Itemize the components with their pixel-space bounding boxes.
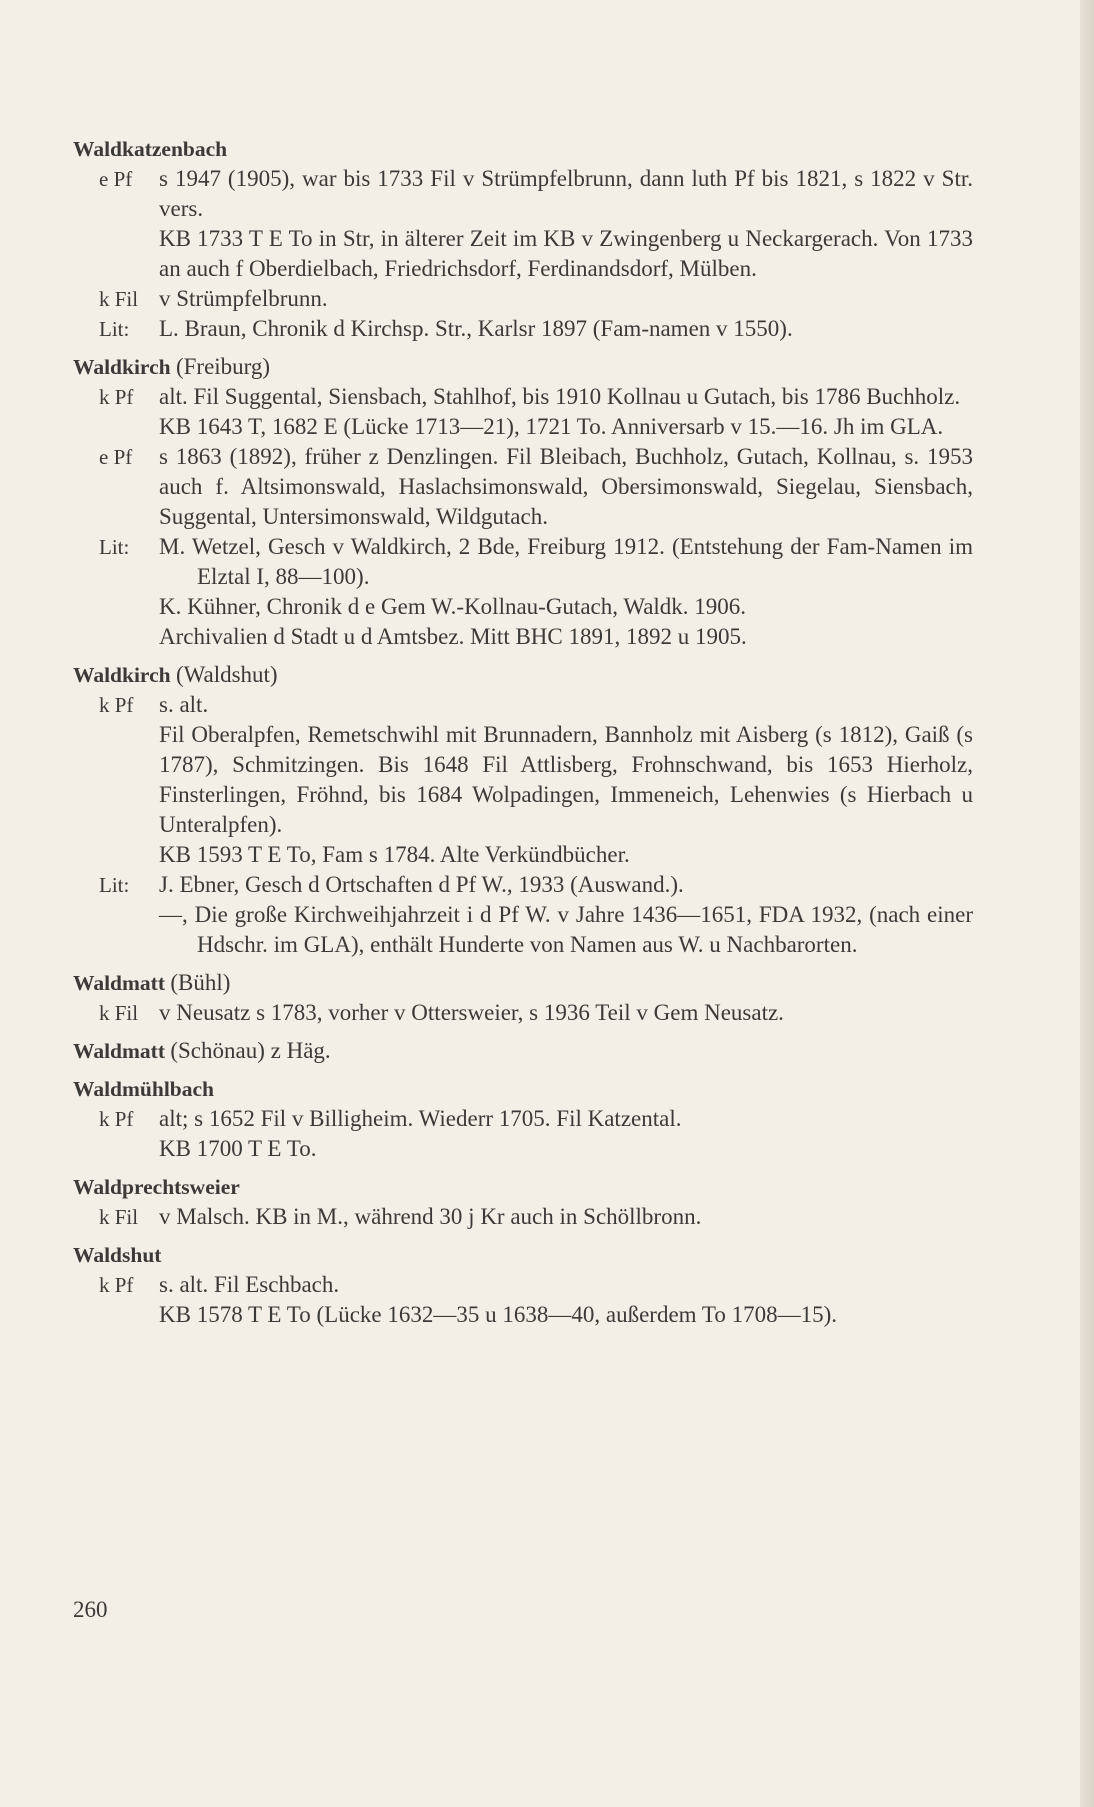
- place-region: (Waldshut): [175, 662, 278, 687]
- text-paragraph: KB 1643 T, 1682 E (Lücke 1713—21), 1721 To. Anniversarb v 15.—16. Jh im GLA.: [159, 414, 944, 439]
- row-text: [159, 1104, 973, 1164]
- text-paragraph: Archivalien d Stadt u d Amtsbez. Mitt BHC 1891, 1892 u 1905.: [159, 624, 747, 649]
- text-paragraph: alt. Fil Suggental, Siensbach, Stahlhof, bis 1910 Kollnau u Gutach, bis 1786 Buchholz.: [159, 384, 961, 409]
- page-number: 260: [73, 1597, 108, 1622]
- text-paragraph: KB 1700 T E To.: [159, 1136, 317, 1161]
- row-text: [159, 870, 973, 960]
- text-paragraph: Fil Oberalpfen, Remetschwihl mit Brunnadern, Bannholz mit Aisberg (s 1812), Gaiß (s 1787), Schmitzingen. Bis 1648 Fil Attlisberg, Frohnschwand, bis 1653 Hierholz, Finsterlingen, Fröhnd, bis 1684 Wolpadingen, Immeneich, Lehenwies (s Hierbach u Unteralpfen).: [159, 722, 973, 837]
- entry-row: [73, 998, 973, 1028]
- text-paragraph: alt; s 1652 Fil v Billigheim. Wiederr 1705. Fil Katzental.: [159, 1106, 682, 1131]
- text-paragraph: K. Kühner, Chronik d e Gem W.-Kollnau-Gutach, Waldk. 1906.: [159, 594, 747, 619]
- text-paragraph: v Strümpfelbrunn.: [159, 286, 328, 311]
- entry-row: [73, 870, 973, 960]
- entry-row: [73, 382, 973, 442]
- place-name: Waldkatzenbach: [73, 137, 228, 161]
- page-edge: [1080, 0, 1094, 1807]
- row-label: k Fil: [99, 287, 139, 311]
- entry-row: [73, 314, 973, 344]
- row-label: k Pf: [99, 693, 134, 717]
- place-region: (Freiburg): [175, 354, 271, 379]
- row-label: k Fil: [99, 1205, 139, 1229]
- text-paragraph: KB 1593 T E To, Fam s 1784. Alte Verkündbücher.: [159, 842, 630, 867]
- row-text: [159, 532, 973, 652]
- row-text: [159, 314, 973, 344]
- place-name: Waldmatt: [73, 1039, 165, 1063]
- place-name: Waldkirch: [73, 355, 171, 379]
- row-label: k Fil: [99, 1001, 139, 1025]
- place-name: Waldprechtsweier: [73, 1175, 240, 1199]
- row-text: [159, 690, 973, 870]
- row-label: e Pf: [99, 445, 133, 469]
- entry-row: [73, 442, 973, 532]
- text-paragraph: s. alt.: [159, 692, 209, 717]
- row-label: e Pf: [99, 167, 133, 191]
- text-paragraph: L. Braun, Chronik d Kirchsp. Str., Karlsr 1897 (Fam-namen v 1550).: [159, 316, 793, 341]
- place-region: (Schönau) z Häg.: [170, 1038, 331, 1063]
- text-paragraph: v Neusatz s 1783, vorher v Ottersweier, s 1936 Teil v Gem Neusatz.: [159, 1000, 784, 1025]
- row-text: [159, 164, 973, 284]
- row-text: [159, 998, 973, 1028]
- row-label: Lit:: [99, 873, 130, 897]
- row-text: [159, 1270, 973, 1330]
- entry-heading: [73, 968, 973, 998]
- row-text: [159, 442, 973, 532]
- place-name: Waldmatt: [73, 971, 165, 995]
- entry-heading: [73, 660, 973, 690]
- entry-heading: [73, 352, 973, 382]
- row-label: k Pf: [99, 1273, 134, 1297]
- text-paragraph: KB 1578 T E To (Lücke 1632—35 u 1638—40, außerdem To 1708—15).: [159, 1302, 837, 1327]
- text-paragraph: v Malsch. KB in M., während 30 j Kr auch in Schöllbronn.: [159, 1204, 702, 1229]
- row-label: Lit:: [99, 317, 130, 341]
- entry-row: [73, 1104, 973, 1164]
- lexicon-entries: [73, 134, 973, 1330]
- entry-row: [73, 164, 973, 284]
- text-paragraph: —, Die große Kirchweihjahrzeit i d Pf W. v Jahre 1436—1651, FDA 1932, (nach einer Hdschr. im GLA), enthält Hunderte von Namen aus W. u Nachbarorten.: [159, 902, 973, 957]
- entry-row: [73, 690, 973, 870]
- row-text: [159, 382, 973, 442]
- row-label: Lit:: [99, 535, 130, 559]
- entry-row: [73, 532, 973, 652]
- text-paragraph: s 1947 (1905), war bis 1733 Fil v Strümpfelbrunn, dann luth Pf bis 1821, s 1822 v Str. vers.: [159, 166, 973, 221]
- text-paragraph: s. alt. Fil Eschbach.: [159, 1272, 340, 1297]
- text-paragraph: M. Wetzel, Gesch v Waldkirch, 2 Bde, Freiburg 1912. (Entstehung der Fam-Namen im Elztal I, 88—100).: [159, 534, 973, 589]
- entry-heading: [73, 1074, 973, 1104]
- entry-row: [73, 1270, 973, 1330]
- text-paragraph: KB 1733 T E To in Str, in älterer Zeit im KB v Zwingenberg u Neckargerach. Von 1733 an auch f Oberdielbach, Friedrichsdorf, Ferdinandsdorf, Mülben.: [159, 226, 973, 281]
- place-region: (Bühl): [170, 970, 231, 995]
- entry-heading: [73, 1240, 973, 1270]
- text-paragraph: s 1863 (1892), früher z Denzlingen. Fil Bleibach, Buchholz, Gutach, Kollnau, s. 1953 auch f. Altsimonswald, Haslachsimonswald, Obersimonswald, Siegelau, Siensbach, Suggental, Untersimonswald, Wildgutach.: [159, 444, 973, 529]
- entry-heading: [73, 134, 973, 164]
- place-name: Waldkirch: [73, 663, 171, 687]
- text-paragraph: J. Ebner, Gesch d Ortschaften d Pf W., 1933 (Auswand.).: [159, 872, 684, 897]
- place-name: Waldmühlbach: [73, 1077, 214, 1101]
- row-label: k Pf: [99, 1107, 134, 1131]
- row-text: [159, 1202, 973, 1232]
- entry-heading: [73, 1036, 973, 1066]
- entry-heading: [73, 1172, 973, 1202]
- entry-row: [73, 1202, 973, 1232]
- row-text: [159, 284, 973, 314]
- place-name: Waldshut: [73, 1243, 162, 1267]
- entry-row: [73, 284, 973, 314]
- row-label: k Pf: [99, 385, 134, 409]
